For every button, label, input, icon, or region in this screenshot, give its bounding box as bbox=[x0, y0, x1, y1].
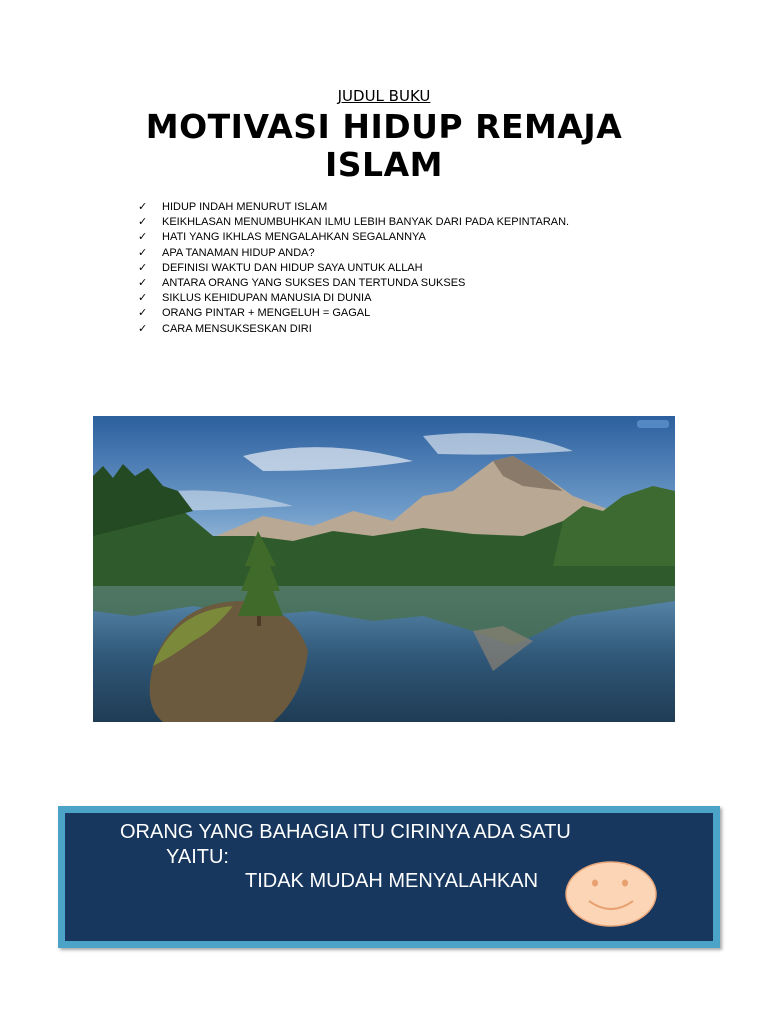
checkmark-icon: ✓ bbox=[138, 292, 148, 305]
list-item-text: ORANG PINTAR + MENGELUH = GAGAL bbox=[162, 307, 371, 320]
list-item bbox=[138, 246, 569, 261]
list-item bbox=[138, 306, 569, 321]
list-item-text: HIDUP INDAH MENURUT ISLAM bbox=[162, 201, 328, 213]
list-item-text: SIKLUS KEHIDUPAN MANUSIA DI DUNIA bbox=[162, 292, 372, 305]
watermark-logo bbox=[637, 420, 669, 428]
list-item bbox=[138, 215, 569, 230]
checkmark-icon: ✓ bbox=[138, 246, 148, 259]
checkmark-icon: ✓ bbox=[138, 322, 148, 335]
book-title bbox=[84, 108, 684, 184]
list-item bbox=[138, 261, 569, 276]
book-label: JUDUL BUKU bbox=[337, 87, 431, 105]
list-item-text: ANTARA ORANG YANG SUKSES DAN TERTUNDA SUKSES bbox=[162, 276, 466, 289]
quote-line-3: TIDAK MUDAH MENYALAHKAN bbox=[245, 870, 539, 892]
checkmark-icon: ✓ bbox=[138, 201, 148, 213]
list-item-text: HATI YANG IKHLAS MENGALAHKAN SEGALANNYA bbox=[162, 231, 426, 244]
table-of-contents bbox=[138, 200, 569, 337]
list-item bbox=[138, 276, 569, 291]
checkmark-icon: ✓ bbox=[138, 276, 148, 289]
title-line-2: ISLAM bbox=[325, 145, 443, 184]
quote-line-1: ORANG YANG BAHAGIA ITU CIRINYA ADA SATU bbox=[120, 821, 571, 843]
checkmark-icon: ✓ bbox=[138, 261, 148, 274]
smiley-face-icon bbox=[565, 861, 657, 927]
list-item-text: APA TANAMAN HIDUP ANDA? bbox=[162, 246, 315, 259]
checkmark-icon: ✓ bbox=[138, 307, 148, 320]
list-item-text: DEFINISI WAKTU DAN HIDUP SAYA UNTUK ALLAH bbox=[162, 261, 423, 274]
landscape-photo bbox=[93, 416, 675, 722]
quote-box-inner bbox=[65, 813, 713, 941]
checkmark-icon: ✓ bbox=[138, 231, 148, 244]
quote-line-2: YAITU: bbox=[166, 846, 229, 868]
list-item bbox=[138, 291, 569, 306]
quote-box bbox=[58, 806, 720, 948]
checkmark-icon: ✓ bbox=[138, 216, 148, 229]
title-line-1: MOTIVASI HIDUP REMAJA bbox=[145, 107, 623, 146]
list-item bbox=[138, 230, 569, 245]
list-item-text: KEIKHLASAN MENUMBUHKAN ILMU LEBIH BANYAK DARI PADA KEPINTARAN. bbox=[162, 216, 570, 229]
list-item-text: CARA MENSUKSESKAN DIRI bbox=[162, 322, 312, 335]
list-item bbox=[138, 200, 569, 215]
list-item bbox=[138, 322, 569, 337]
